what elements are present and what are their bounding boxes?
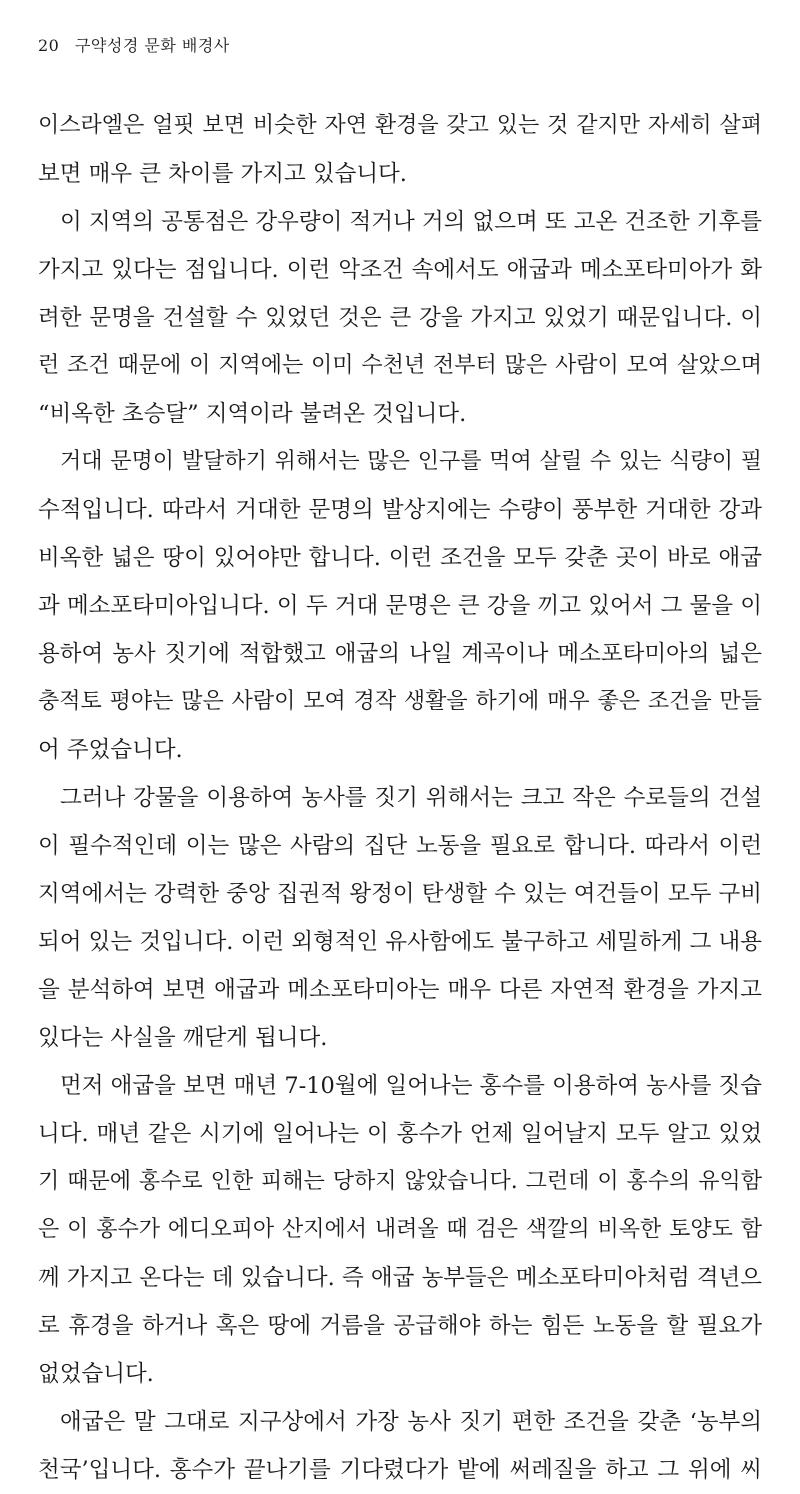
text-line: 없었습니다. [38,1361,154,1387]
text-line: 기 때문에 홍수로 인한 피해는 당하지 않았습니다. 그런데 이 홍수의 유익함 [38,1169,762,1194]
text-line: 충적토 평야는 많은 사람이 모여 경작 생활을 하기에 매우 좋은 조건을 만들 [38,689,762,714]
text-line: 되어 있는 것입니다. 이런 외형적인 유사함에도 불구하고 세밀하게 그 내용 [38,929,762,955]
text-line: 니다. 매년 같은 시기에 일어나는 이 홍수가 언제 일어날지 모두 알고 있었 [38,1121,762,1147]
book-title: 구약성경 문화 배경사 [74,36,230,55]
paragraph [38,774,762,1062]
text-line: 께 가지고 온다는 데 있습니다. 즉 애굽 농부들은 메소포타미아처럼 격년으 [38,1265,762,1291]
text-line: 애굽은 말 그대로 지구상에서 가장 농사 짓기 편한 조건을 갖춘 ‘농부의 [60,1409,762,1435]
text-line: 은 이 홍수가 에디오피아 산지에서 내려올 때 검은 색깔의 비옥한 토양도 함 [38,1217,762,1242]
body-text [38,102,762,1494]
text-line: 있다는 사실을 깨닫게 됩니다. [38,1025,328,1051]
text-line: 거대 문명이 발달하기 위해서는 많은 인구를 먹여 살릴 수 있는 식량이 필 [60,449,762,474]
text-line: 을 분석하여 보면 애굽과 메소포타미아는 매우 다른 자연적 환경을 가지고 [38,977,762,1003]
paragraph [38,198,762,438]
text-line: 가지고 있다는 점입니다. 이런 악조건 속에서도 애굽과 메소포타미아가 화 [38,257,762,283]
text-line: 려한 문명을 건설할 수 있었던 것은 큰 강을 가지고 있었기 때문입니다. 이 [38,305,762,331]
text-line: 먼저 애굽을 보면 매년 7-10월에 일어나는 홍수를 이용하여 농사를 짓습 [60,1073,762,1099]
paragraph [38,438,762,774]
text-line: 로 휴경을 하거나 혹은 땅에 거름을 공급해야 하는 힘든 노동을 할 필요가 [38,1313,762,1339]
text-line: 어 주었습니다. [38,737,183,763]
text-line: 이 지역의 공통점은 강우량이 적거나 거의 없으며 또 고온 건조한 기후를 [60,209,762,235]
text-line: 런 조건 때문에 이 지역에는 이미 수천년 전부터 많은 사람이 모여 살았으며 [38,353,762,378]
running-header [38,33,230,56]
text-line: “비옥한 초승달” 지역이라 불려온 것입니다. [38,401,467,427]
paragraph [38,102,762,198]
paragraph [38,1398,762,1494]
text-line: 그러나 강물을 이용하여 농사를 짓기 위해서는 크고 작은 수로들의 건설 [60,785,762,811]
text-line: 지역에서는 강력한 중앙 집권적 왕정이 탄생할 수 있는 여건들이 모두 구비 [38,881,762,907]
text-line: 이스라엘은 얼핏 보면 비슷한 자연 환경을 갖고 있는 것 같지만 자세히 살펴 [38,113,762,138]
text-line: 보면 매우 큰 차이를 가지고 있습니다. [38,161,407,187]
page-number: 20 [38,36,60,55]
text-line: 과 메소포타미아입니다. 이 두 거대 문명은 큰 강을 끼고 있어서 그 물을 이 [38,593,762,619]
text-line: 수적입니다. 따라서 거대한 문명의 발상지에는 수량이 풍부한 거대한 강과 [38,497,762,523]
paragraph [38,1062,762,1398]
text-line: 이 필수적인데 이는 많은 사람의 집단 노동을 필요로 합니다. 따라서 이런 [38,833,762,859]
text-line: 천국’입니다. 홍수가 끝나기를 기다렸다가 밭에 써레질을 하고 그 위에 씨 [38,1457,762,1483]
text-line: 비옥한 넓은 땅이 있어야만 합니다. 이런 조건을 모두 갖춘 곳이 바로 애굽 [38,545,762,571]
text-line: 용하여 농사 짓기에 적합했고 애굽의 나일 계곡이나 메소포타미아의 넓은 [38,641,762,667]
